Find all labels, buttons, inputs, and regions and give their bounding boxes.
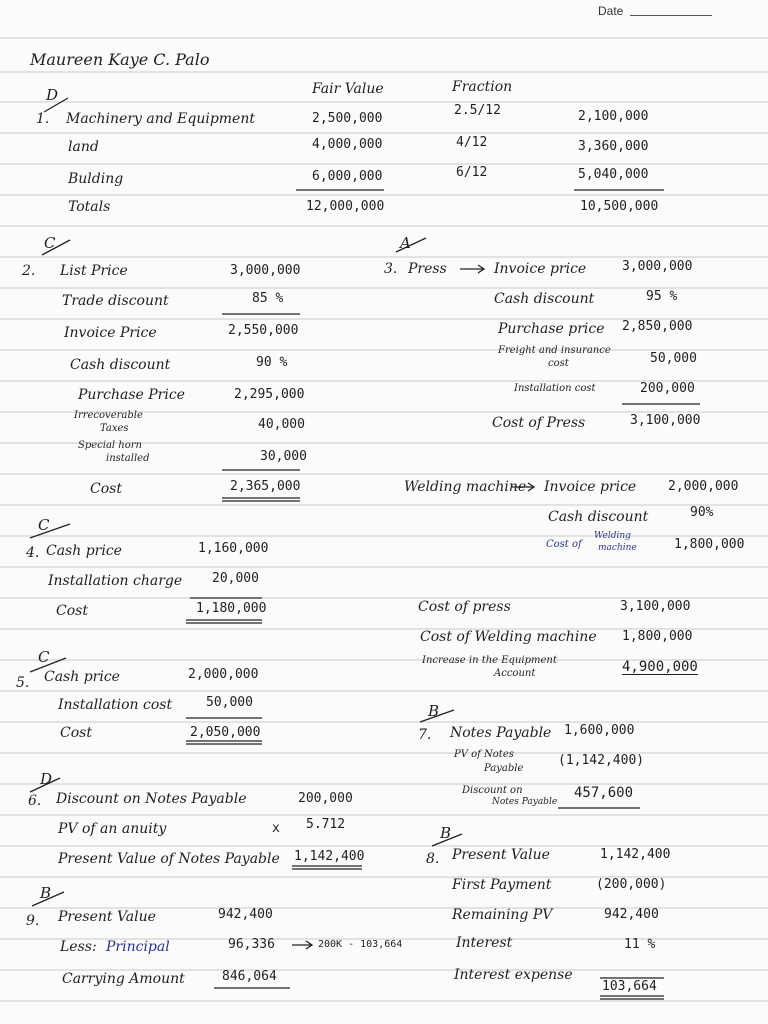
q7-pv-notes-label-1: PV of Notes <box>454 749 514 760</box>
q9-less-label: Less: <box>60 939 97 955</box>
answer-9: B <box>40 884 52 902</box>
q2-invoice-price-value: 2,550,000 <box>228 323 299 338</box>
q3-summary-welding-value: 1,800,000 <box>622 629 693 644</box>
answer-7: B <box>428 702 440 720</box>
q1-row-totals-value: 10,500,000 <box>580 199 659 214</box>
q2-list-price-value: 3,000,000 <box>230 263 301 278</box>
q3-freight-label-1: Freight and insurance <box>498 345 611 356</box>
q1-row-land-value: 3,360,000 <box>578 139 649 154</box>
q8-remaining-pv-label: Remaining PV <box>452 907 553 923</box>
q1-row-building-value: 5,040,000 <box>578 167 649 182</box>
q8-interest-value: 11 % <box>624 937 656 952</box>
date-label: Date <box>598 4 624 18</box>
q9-present-value-label: Present Value <box>58 909 156 925</box>
q7-discount-label-2: Notes Payable <box>492 797 558 807</box>
q1-row-building-label: Bulding <box>68 171 124 187</box>
q3-number: 3. <box>384 261 398 277</box>
q1-row-building-fraction: 6/12 <box>456 165 488 180</box>
q9-carrying-amount-value: 846,064 <box>222 969 277 984</box>
q8-interest-expense-value: 103,664 <box>602 979 657 994</box>
q6-discount-value: 200,000 <box>298 791 353 806</box>
q7-number: 7. <box>418 727 432 743</box>
q2-invoice-price-label: Invoice Price <box>64 325 157 341</box>
student-name: Maureen Kaye C. Palo <box>30 50 210 69</box>
q2-cost-value: 2,365,000 <box>230 479 301 494</box>
q3-welding-invoice-label: Invoice price <box>544 479 637 495</box>
q2-purchase-price-label: Purchase Price <box>78 387 185 403</box>
q2-special-horn-label-2: installed <box>106 453 150 464</box>
q3-welding-discount-value: 90% <box>690 505 714 520</box>
q3-invoice-price-value: 3,000,000 <box>622 259 693 274</box>
q5-cash-price-label: Cash price <box>44 669 120 685</box>
q3-welding-cost-label: Cost of <box>546 539 582 550</box>
answer-5: C <box>38 648 50 666</box>
q2-irrecoverable-value: 40,000 <box>258 417 305 432</box>
q1-row-machinery-value: 2,100,000 <box>578 109 649 124</box>
q2-list-price-label: List Price <box>60 263 128 279</box>
q3-cost-of-press-label: Cost of Press <box>492 415 586 431</box>
q2-cash-discount-value: 90 % <box>256 355 288 370</box>
q3-cost-of-press-value: 3,100,000 <box>630 413 701 428</box>
q4-cash-price-label: Cash price <box>46 543 122 559</box>
q4-installation-value: 20,000 <box>212 571 259 586</box>
q1-row-totals-fv: 12,000,000 <box>306 199 385 214</box>
answer-4: C <box>38 516 50 534</box>
q3-purchase-price-label: Purchase price <box>498 321 605 337</box>
q6-discount-label: Discount on Notes Payable <box>56 791 247 807</box>
q6-pv-notes-value: 1,142,400 <box>294 849 365 864</box>
q2-special-horn-value: 30,000 <box>260 449 307 464</box>
q4-cost-label: Cost <box>56 603 88 619</box>
q2-trade-discount-label: Trade discount <box>62 293 169 309</box>
q3-welding-discount-label: Cash discount <box>548 509 649 525</box>
q5-number: 5. <box>16 675 30 691</box>
answer-1: D <box>46 86 59 104</box>
q1-row-totals-label: Totals <box>68 199 111 215</box>
q1-row-land-fv: 4,000,000 <box>312 137 383 152</box>
q8-first-payment-label: First Payment <box>452 877 552 893</box>
q6-pv-notes-label: Present Value of Notes Payable <box>58 851 280 867</box>
q7-notes-payable-label: Notes Payable <box>450 725 552 741</box>
q6-multiply-sign: x <box>272 821 280 836</box>
q5-cost-value: 2,050,000 <box>190 725 261 740</box>
q2-number: 2. <box>22 263 36 279</box>
q3-welding-cost-label-top: Welding <box>594 531 631 541</box>
q8-present-value-label: Present Value <box>452 847 550 863</box>
q2-special-horn-label-1: Special horn <box>78 440 142 451</box>
date-field-line <box>630 15 712 16</box>
q9-present-value-value: 942,400 <box>218 907 273 922</box>
q2-irrecoverable-label-1: Irrecoverable <box>74 410 143 421</box>
q9-principal-label: Principal <box>106 939 170 955</box>
answer-6: D <box>40 770 53 788</box>
q9-less-value: 96,336 <box>228 937 275 952</box>
q4-number: 4. <box>26 545 40 561</box>
answer-8: B <box>440 824 452 842</box>
q5-cash-price-value: 2,000,000 <box>188 667 259 682</box>
col-fair-value: Fair Value <box>312 81 384 97</box>
q3-welding-cost-label-bottom: machine <box>598 543 637 553</box>
q2-cost-label: Cost <box>90 481 122 497</box>
q3-installation-label: Installation cost <box>514 383 596 394</box>
q1-row-land-label: land <box>68 139 99 155</box>
q5-installation-label: Installation cost <box>58 697 173 713</box>
q6-pv-annuity-label: PV of an anuity <box>58 821 167 837</box>
q9-carrying-amount-label: Carrying Amount <box>62 971 185 987</box>
q8-interest-expense-label: Interest expense <box>454 967 573 983</box>
q7-discount-value: 457,600 <box>574 785 634 801</box>
q7-pv-notes-value: (1,142,400) <box>558 753 645 768</box>
q3-freight-value: 50,000 <box>650 351 697 366</box>
q3-invoice-price-label: Invoice price <box>494 261 587 277</box>
q1-row-land-fraction: 4/12 <box>456 135 488 150</box>
q3-installation-value: 200,000 <box>640 381 695 396</box>
answer-3: A <box>400 234 411 252</box>
q7-discount-label-1: Discount on <box>462 785 523 796</box>
q1-number: 1. <box>36 111 50 127</box>
col-fraction: Fraction <box>452 79 513 95</box>
q9-less-computation: 200K - 103,664 <box>318 939 403 950</box>
q3-freight-label-2: cost <box>548 358 569 369</box>
q6-pv-annuity-value: 5.712 <box>306 817 346 832</box>
q3-summary-increase-label-2: Account <box>494 668 536 679</box>
q1-row-machinery-fraction: 2.5/12 <box>454 103 501 118</box>
q4-cost-value: 1,180,000 <box>196 601 267 616</box>
q2-cash-discount-label: Cash discount <box>70 357 171 373</box>
q8-present-value-value: 1,142,400 <box>600 847 671 862</box>
q8-number: 8. <box>426 851 440 867</box>
q7-pv-notes-label-2: Payable <box>484 763 524 774</box>
q3-summary-increase-label-1: Increase in the Equipment <box>422 655 557 666</box>
q3-cash-discount-label: Cash discount <box>494 291 595 307</box>
answer-2: C <box>44 234 56 252</box>
q5-cost-label: Cost <box>60 725 92 741</box>
q2-purchase-price-value: 2,295,000 <box>234 387 305 402</box>
q8-first-payment-value: (200,000) <box>596 877 667 892</box>
q3-welding-invoice-value: 2,000,000 <box>668 479 739 494</box>
q3-welding-cost-value: 1,800,000 <box>674 537 745 552</box>
q3-press-label: Press <box>408 261 447 277</box>
q5-installation-value: 50,000 <box>206 695 253 710</box>
q3-welding-machine-label: Welding machine <box>404 479 527 495</box>
q3-purchase-price-value: 2,850,000 <box>622 319 693 334</box>
q3-cash-discount-value: 95 % <box>646 289 678 304</box>
q6-number: 6. <box>28 793 42 809</box>
q9-number: 9. <box>26 913 40 929</box>
q7-notes-payable-value: 1,600,000 <box>564 723 635 738</box>
q2-irrecoverable-label-2: Taxes <box>100 423 129 434</box>
q8-interest-label: Interest <box>456 935 513 951</box>
q4-installation-label: Installation charge <box>48 573 183 589</box>
q3-summary-welding-label: Cost of Welding machine <box>420 629 597 645</box>
q2-trade-discount-value: 85 % <box>252 291 284 306</box>
q1-row-machinery-label: Machinery and Equipment <box>66 111 255 127</box>
q1-row-machinery-fv: 2,500,000 <box>312 111 383 126</box>
q8-remaining-pv-value: 942,400 <box>604 907 659 922</box>
q3-summary-press-label: Cost of press <box>418 599 511 615</box>
q3-summary-press-value: 3,100,000 <box>620 599 691 614</box>
q4-cash-price-value: 1,160,000 <box>198 541 269 556</box>
q1-row-building-fv: 6,000,000 <box>312 169 383 184</box>
q3-summary-increase-value: 4,900,000 <box>622 659 698 675</box>
